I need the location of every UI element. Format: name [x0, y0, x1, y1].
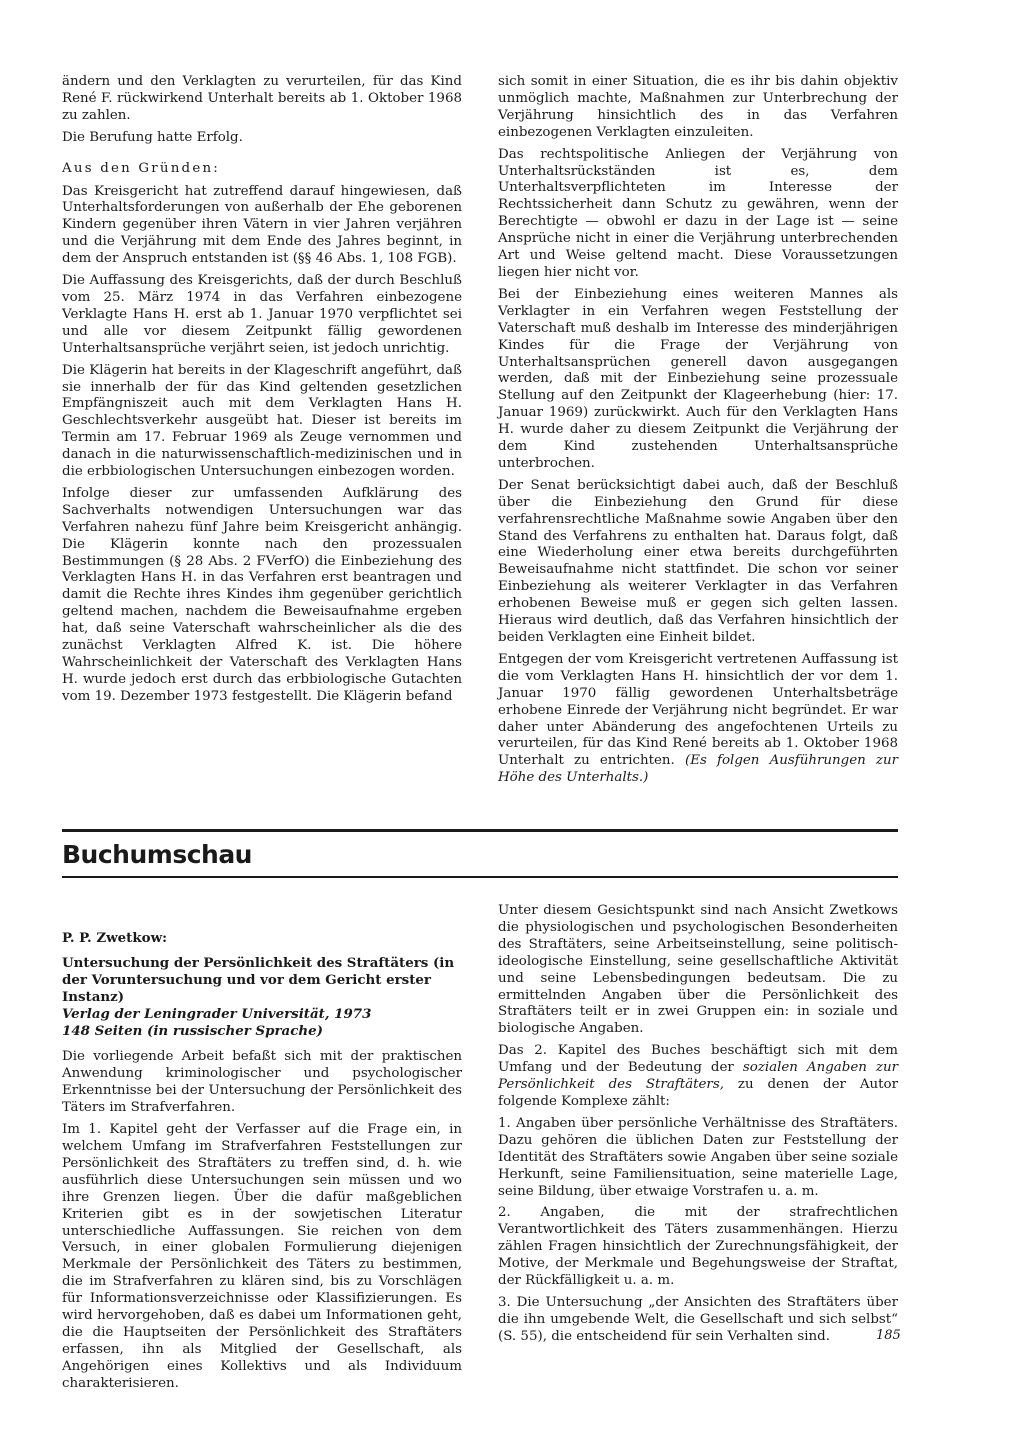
- list-item: 3. Die Untersuchung „der Ansichten des Straftäters über die ihn umgebende Welt, die Gesellschaft und sich selbst“ (S. 55), die entscheidend für sein Verhalten sind.: [498, 1294, 898, 1344]
- paragraph: [498, 1043, 898, 1111]
- paragraph: Die vorliegende Arbeit befaßt sich mit der praktischen Anwendung kriminologischer und psychologischer Erkenntnisse bei der Untersuchung der Persönlichkeit des Täters im Strafverfahren.: [62, 1049, 462, 1116]
- top-right-column: [498, 74, 898, 792]
- paragraph: sich somit in einer Situation, die es ihr bis dahin objektiv unmöglich machte, Maßnahmen zur Unterbrechung der Verjährung hinsichtlich des in das Verfahren einbezogenen Verklagten einzuleiten.: [498, 74, 898, 140]
- review-author: P. P. Zwetkow:: [62, 930, 168, 946]
- list-item: 2. Angaben, die mit der strafrechtlichen Verantwortlichkeit des Täters zusammenhängen. Hierzu zählen Fragen hinsichtlich der Zurechnungsfähigkeit, der Motive, der Merkmale und Begehungsweise der Straftat, der Rückfälligkeit u. a. m.: [498, 1205, 898, 1289]
- reasons-heading: Aus den Gründen:: [62, 160, 220, 176]
- review-pages: 148 Seiten (in russischer Sprache): [62, 1022, 323, 1039]
- paragraph: Das Kreisgericht hat zutreffend darauf hingewiesen, daß Unterhaltsforderungen von außerhalb der Ehe geborenen Kindern gegenüber ihren Vätern in vier Jahren verjähren und die Verjährung mit dem Ende des Jahres beginnt, in dem der Anspruch entstanden ist (§§ 46 Abs. 1, 108 FGB).: [62, 183, 462, 267]
- review-title: Untersuchung der Persönlichkeit des Straftäters (in der Voruntersuchung und vor dem Gericht erster Instanz): [62, 954, 455, 1005]
- review-right-column: [498, 903, 898, 1351]
- italic-phrase: sozialen Angaben zur Persönlichkeit des Straftäters,: [498, 1060, 898, 1093]
- paragraph-text: Das 2. Kapitel des Buches beschäftigt sich mit dem Umfang und der Bedeutung der: [498, 1043, 898, 1076]
- paragraph: Bei der Einbeziehung eines weiteren Mannes als Verklagter in ein Verfahren wegen Feststellung der Vaterschaft muß deshalb im Interesse des minderjährigen Kindes für die Frage der Verjährung von Unterhaltsansprüchen generell davon ausgegangen werden, daß mit der Einbeziehung seine prozessuale Stellung auf den Zeitpunkt der Klageerhebung (hier: 17. Januar 1969) zurückwirkt. Auch für den Verklagten Hans H. wurde daher zu diesem Zeitpunkt die Verjährung der dem Kind zustehenden Unterhaltsansprüche unterbrochen.: [498, 286, 898, 471]
- paragraph-text: Entgegen der vom Kreisgericht vertretenen Auffassung ist die vom Verklagten Hans H. hinsichtlich der vor dem 1. Januar 1970 fällig gewordenen Unterhaltsbeträge erhobene Einrede der Verjährung nicht begründet. Er war daher unter Abänderung des angefochtenen Urteils zu verurteilen, für das Kind René bereits ab 1. Oktober 1968 Unterhalt zu entrichten.: [498, 651, 898, 769]
- paragraph: Die Auffassung des Kreisgerichts, daß der durch Beschluß vom 25. März 1974 in das Verfahren einbezogene Verklagte Hans H. erst ab 1. Januar 1970 verpflichtet sei und alle vor diesem Zeitpunkt fällig gewordenen Unterhaltsansprüche verjährt seien, ist jedoch unrichtig.: [62, 273, 462, 356]
- top-left-column: [62, 74, 462, 711]
- paragraph: Das rechtspolitische Anliegen der Verjährung von Unterhaltsrückständen ist es, dem Unterhaltsverpflichteten im Interesse der Rechtssicherheit dann Schutz zu gewähren, wenn der Berechtigte — obwohl er dazu in der Lage ist — seine Ansprüche nicht in einer die Verjährung unterbrechenden Art und Weise geltend macht. Diese Voraussetzungen liegen hier nicht vor.: [498, 146, 898, 280]
- review-left-column: [62, 930, 462, 1398]
- paragraph: Unter diesem Gesichtspunkt sind nach Ansicht Zwetkows die physiologischen und psychologischen Besonderheiten des Straftäters, seine Arbeitseinstellung, seine politisch-ideologische Einstellung, seine gesellschaftliche Aktivität und seine Lebensbedingungen bedeutsam. Die zu ermittelnden Angaben über die Persönlichkeit des Straftäters teilt er in zwei Gruppen ein: in soziale und biologische Angaben.: [498, 903, 898, 1037]
- paragraph: [498, 652, 898, 787]
- section-heading: Buchumschau: [62, 840, 252, 869]
- paragraph: Infolge dieser zur umfassenden Aufklärung des Sachverhalts notwendigen Untersuchungen war das Verfahren nahezu fünf Jahre beim Kreisgericht anhängig. Die Klägerin konnte nach den prozessualen Bestimmungen (§ 28 Abs. 2 FVerfO) die Einbeziehung des Verklagten Hans H. in das Verfahren erst beantragen und damit die Rechte ihres Kindes ihm gegenüber gerichtlich geltend machen, nachdem die Beweisaufnahme ergeben hat, daß seine Vaterschaft wahrscheinlicher als die des zunächst Verklagten Alfred K. ist. Die höhere Wahrscheinlichkeit der Vaterschaft des Verklagten Hans H. wurde jedoch erst durch das erbbiologische Gutachten vom 19. Dezember 1973 festgestellt. Die Klägerin befand: [62, 485, 462, 704]
- review-publisher: Verlag der Leningrader Universität, 1973: [62, 1005, 372, 1022]
- paragraph: Im 1. Kapitel geht der Verfasser auf die Frage ein, in welchem Umfang im Strafverfahren Feststellungen zur Persönlichkeit des Straftäters zu treffen sind, d. h. wie ausführlich diese Untersuchungen sein müssen und wo ihre Grenzen liegen. Über die dafür maßgeblichen Kriterien gibt es in der sowjetischen Literatur unterschiedliche Auffassungen. Sie reichen von dem Versuch, in einer globalen Formulierung diejenigen Merkmale der Persönlichkeit des Täters zu bestimmen, die im Strafverfahren zu klären sind, bis zu Vorschlägen für Informationsverzeichnisse oder Klassifizierungen. Es wird hervorgehoben, daß es dabei um Informationen geht, die die Hauptseiten der Persönlichkeit des Straftäters erfassen, ihn als Mitglied der Gesellschaft, als Angehörigen eines Kollektivs und als Individuum charakterisieren.: [62, 1122, 462, 1391]
- page-number: 185: [876, 1328, 901, 1343]
- paragraph: Die Klägerin hat bereits in der Klageschrift angeführt, daß sie innerhalb der für das Kind geltenden gesetzlichen Empfängniszeit auch mit dem Verklagten Hans H. Geschlechtsverkehr ausgeübt hat. Dieser ist bereits im Termin am 17. Februar 1969 als Zeuge vernommen und danach in die naturwissenschaftlich-medizinischen und in die erbbiologischen Untersuchungen einbezogen worden.: [62, 362, 462, 480]
- section-rule: [62, 829, 898, 832]
- paragraph: Die Berufung hatte Erfolg.: [62, 129, 243, 145]
- list-item: 1. Angaben über persönliche Verhältnisse des Straftäters. Dazu gehören die üblichen Daten zur Feststellung der Identität des Straftäters sowie Angaben über seine soziale Herkunft, seine Familiensituation, seine materielle Lage, seine Bildung, über etwaige Vorstrafen u. a. m.: [498, 1115, 898, 1199]
- paragraph: Der Senat berücksichtigt dabei auch, daß der Beschluß über die Einbeziehung den Grund für diese verfahrensrechtliche Maßnahme sowie Angaben über den Stand des Verfahrens zu enthalten hat. Daraus folgt, daß eine Wiederholung einer etwa bereits durchgeführten Beweisaufnahme nicht stattfindet. Die schon vor seiner Einbeziehung als weiterer Verklagter in das Verfahren erhobenen Beweise muß er gegen sich gelten lassen. Hieraus wird deutlich, daß das Verfahren hinsichtlich der beiden Verklagten eine Einheit bildet.: [498, 477, 898, 645]
- paragraph: ändern und den Verklagten zu verurteilen, für das Kind René F. rückwirkend Unterhalt bereits ab 1. Oktober 1968 zu zahlen.: [62, 74, 462, 123]
- paragraph-text: zu denen der Autor folgende Komplexe zählt:: [498, 1077, 898, 1109]
- section-heading-underline: [62, 876, 898, 878]
- italic-note: (Es folgen Ausführungen zur Höhe des Unterhalts.): [498, 753, 898, 786]
